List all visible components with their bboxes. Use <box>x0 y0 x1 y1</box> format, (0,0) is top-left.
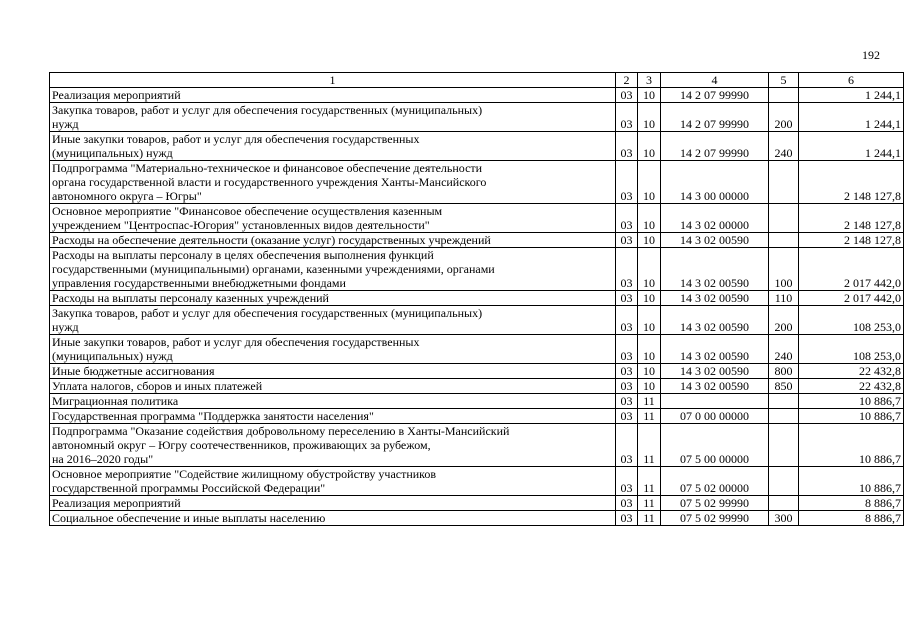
column-header: 4 <box>661 73 769 88</box>
section-cell: 03 <box>616 409 638 424</box>
section-cell: 03 <box>616 306 638 335</box>
column-header: 6 <box>799 73 904 88</box>
item-name-cell: Подпрограмма "Материально-техническое и финансовое обеспечение деятельности органа государственной власти и государственного учреждения Ханты-Мансийского автономного округа – Югры" <box>50 161 616 204</box>
item-name-cell: Иные бюджетные ассигнования <box>50 364 616 379</box>
expense-type-cell: 100 <box>769 248 799 291</box>
table-row <box>50 496 904 511</box>
table-row <box>50 132 904 161</box>
expense-type-cell: 200 <box>769 103 799 132</box>
amount-cell: 2 148 127,8 <box>799 161 904 204</box>
section-cell: 03 <box>616 364 638 379</box>
amount-cell: 2 017 442,0 <box>799 291 904 306</box>
item-name-cell: Расходы на выплаты персоналу казенных учреждений <box>50 291 616 306</box>
target-article-cell: 14 3 00 00000 <box>661 161 769 204</box>
section-cell: 03 <box>616 496 638 511</box>
expense-type-cell <box>769 496 799 511</box>
table-row <box>50 335 904 364</box>
amount-cell: 2 148 127,8 <box>799 204 904 233</box>
expense-type-cell <box>769 409 799 424</box>
table-row <box>50 364 904 379</box>
target-article-cell: 07 0 00 00000 <box>661 409 769 424</box>
target-article-cell: 14 3 02 00590 <box>661 335 769 364</box>
table-row <box>50 306 904 335</box>
target-article-cell: 14 3 02 00590 <box>661 306 769 335</box>
target-article-cell: 07 5 02 99990 <box>661 511 769 526</box>
amount-cell: 1 244,1 <box>799 132 904 161</box>
subsection-cell: 10 <box>638 335 661 364</box>
section-cell: 03 <box>616 467 638 496</box>
subsection-cell: 10 <box>638 132 661 161</box>
expense-type-cell <box>769 204 799 233</box>
table-row <box>50 204 904 233</box>
target-article-cell: 07 5 02 00000 <box>661 467 769 496</box>
section-cell: 03 <box>616 132 638 161</box>
section-cell: 03 <box>616 424 638 467</box>
expense-type-cell: 850 <box>769 379 799 394</box>
item-name-cell: Государственная программа "Поддержка занятости населения" <box>50 409 616 424</box>
table-row <box>50 291 904 306</box>
subsection-cell: 10 <box>638 364 661 379</box>
subsection-cell: 10 <box>638 306 661 335</box>
item-name-cell: Основное мероприятие "Финансовое обеспечение осуществления казенным учреждением "Центроспас-Югория" установленных видов деятельности" <box>50 204 616 233</box>
amount-cell: 10 886,7 <box>799 394 904 409</box>
item-name-cell: Реализация мероприятий <box>50 88 616 103</box>
amount-cell: 1 244,1 <box>799 88 904 103</box>
subsection-cell: 10 <box>638 248 661 291</box>
subsection-cell: 11 <box>638 409 661 424</box>
subsection-cell: 11 <box>638 394 661 409</box>
subsection-cell: 10 <box>638 233 661 248</box>
expense-type-cell <box>769 424 799 467</box>
subsection-cell: 10 <box>638 204 661 233</box>
section-cell: 03 <box>616 335 638 364</box>
expense-type-cell: 240 <box>769 335 799 364</box>
item-name-cell: Подпрограмма "Оказание содействия добровольному переселению в Ханты-Мансийский автономный округ – Югру соотечественников, проживающих за рубежом, на 2016–2020 годы" <box>50 424 616 467</box>
budget-table <box>49 72 904 526</box>
section-cell: 03 <box>616 88 638 103</box>
expense-type-cell: 110 <box>769 291 799 306</box>
item-name-cell: Иные закупки товаров, работ и услуг для обеспечения государственных (муниципальных) нужд <box>50 335 616 364</box>
expense-type-cell <box>769 233 799 248</box>
item-name-cell: Миграционная политика <box>50 394 616 409</box>
subsection-cell: 10 <box>638 291 661 306</box>
expense-type-cell <box>769 394 799 409</box>
table-row <box>50 511 904 526</box>
item-name-cell: Закупка товаров, работ и услуг для обеспечения государственных (муниципальных) нужд <box>50 103 616 132</box>
amount-cell: 8 886,7 <box>799 511 904 526</box>
target-article-cell <box>661 394 769 409</box>
amount-cell: 2 148 127,8 <box>799 233 904 248</box>
target-article-cell: 07 5 02 99990 <box>661 496 769 511</box>
item-name-cell: Закупка товаров, работ и услуг для обеспечения государственных (муниципальных) нужд <box>50 306 616 335</box>
amount-cell: 10 886,7 <box>799 467 904 496</box>
amount-cell: 2 017 442,0 <box>799 248 904 291</box>
table-row <box>50 467 904 496</box>
section-cell: 03 <box>616 161 638 204</box>
item-name-cell: Расходы на выплаты персоналу в целях обеспечения выполнения функций государственными (муниципальными) органами, казенными учреждениями, органами управления государственными внебюджетными фондами <box>50 248 616 291</box>
target-article-cell: 14 3 02 00000 <box>661 204 769 233</box>
section-cell: 03 <box>616 204 638 233</box>
amount-cell: 10 886,7 <box>799 424 904 467</box>
column-header: 1 <box>50 73 616 88</box>
section-cell: 03 <box>616 248 638 291</box>
target-article-cell: 14 2 07 99990 <box>661 88 769 103</box>
target-article-cell: 07 5 00 00000 <box>661 424 769 467</box>
table-row <box>50 103 904 132</box>
section-cell: 03 <box>616 291 638 306</box>
expense-type-cell <box>769 161 799 204</box>
page-number: 192 <box>862 48 880 62</box>
target-article-cell: 14 3 02 00590 <box>661 291 769 306</box>
subsection-cell: 11 <box>638 424 661 467</box>
amount-cell: 1 244,1 <box>799 103 904 132</box>
amount-cell: 22 432,8 <box>799 364 904 379</box>
table-row <box>50 409 904 424</box>
table-row <box>50 88 904 103</box>
subsection-cell: 10 <box>638 88 661 103</box>
target-article-cell: 14 3 02 00590 <box>661 233 769 248</box>
subsection-cell: 10 <box>638 103 661 132</box>
amount-cell: 108 253,0 <box>799 306 904 335</box>
subsection-cell: 11 <box>638 467 661 496</box>
column-header: 5 <box>769 73 799 88</box>
item-name-cell: Расходы на обеспечение деятельности (оказание услуг) государственных учреждений <box>50 233 616 248</box>
item-name-cell: Основное мероприятие "Содействие жилищному обустройству участников государственной программы Российской Федерации" <box>50 467 616 496</box>
item-name-cell: Уплата налогов, сборов и иных платежей <box>50 379 616 394</box>
subsection-cell: 11 <box>638 496 661 511</box>
expense-type-cell: 200 <box>769 306 799 335</box>
subsection-cell: 10 <box>638 379 661 394</box>
section-cell: 03 <box>616 103 638 132</box>
expense-type-cell: 240 <box>769 132 799 161</box>
table-row <box>50 233 904 248</box>
target-article-cell: 14 2 07 99990 <box>661 132 769 161</box>
item-name-cell: Реализация мероприятий <box>50 496 616 511</box>
amount-cell: 8 886,7 <box>799 496 904 511</box>
column-header: 2 <box>616 73 638 88</box>
section-cell: 03 <box>616 379 638 394</box>
table-row <box>50 161 904 204</box>
item-name-cell: Иные закупки товаров, работ и услуг для обеспечения государственных (муниципальных) нужд <box>50 132 616 161</box>
section-cell: 03 <box>616 511 638 526</box>
table-row <box>50 424 904 467</box>
target-article-cell: 14 3 02 00590 <box>661 364 769 379</box>
table-row <box>50 379 904 394</box>
amount-cell: 108 253,0 <box>799 335 904 364</box>
subsection-cell: 11 <box>638 511 661 526</box>
table-row <box>50 248 904 291</box>
amount-cell: 10 886,7 <box>799 409 904 424</box>
target-article-cell: 14 2 07 99990 <box>661 103 769 132</box>
target-article-cell: 14 3 02 00590 <box>661 379 769 394</box>
section-cell: 03 <box>616 233 638 248</box>
table-row <box>50 394 904 409</box>
target-article-cell: 14 3 02 00590 <box>661 248 769 291</box>
expense-type-cell <box>769 467 799 496</box>
section-cell: 03 <box>616 394 638 409</box>
item-name-cell: Социальное обеспечение и иные выплаты населению <box>50 511 616 526</box>
column-header: 3 <box>638 73 661 88</box>
expense-type-cell <box>769 88 799 103</box>
table-header-row <box>50 73 904 88</box>
expense-type-cell: 300 <box>769 511 799 526</box>
amount-cell: 22 432,8 <box>799 379 904 394</box>
expense-type-cell: 800 <box>769 364 799 379</box>
subsection-cell: 10 <box>638 161 661 204</box>
